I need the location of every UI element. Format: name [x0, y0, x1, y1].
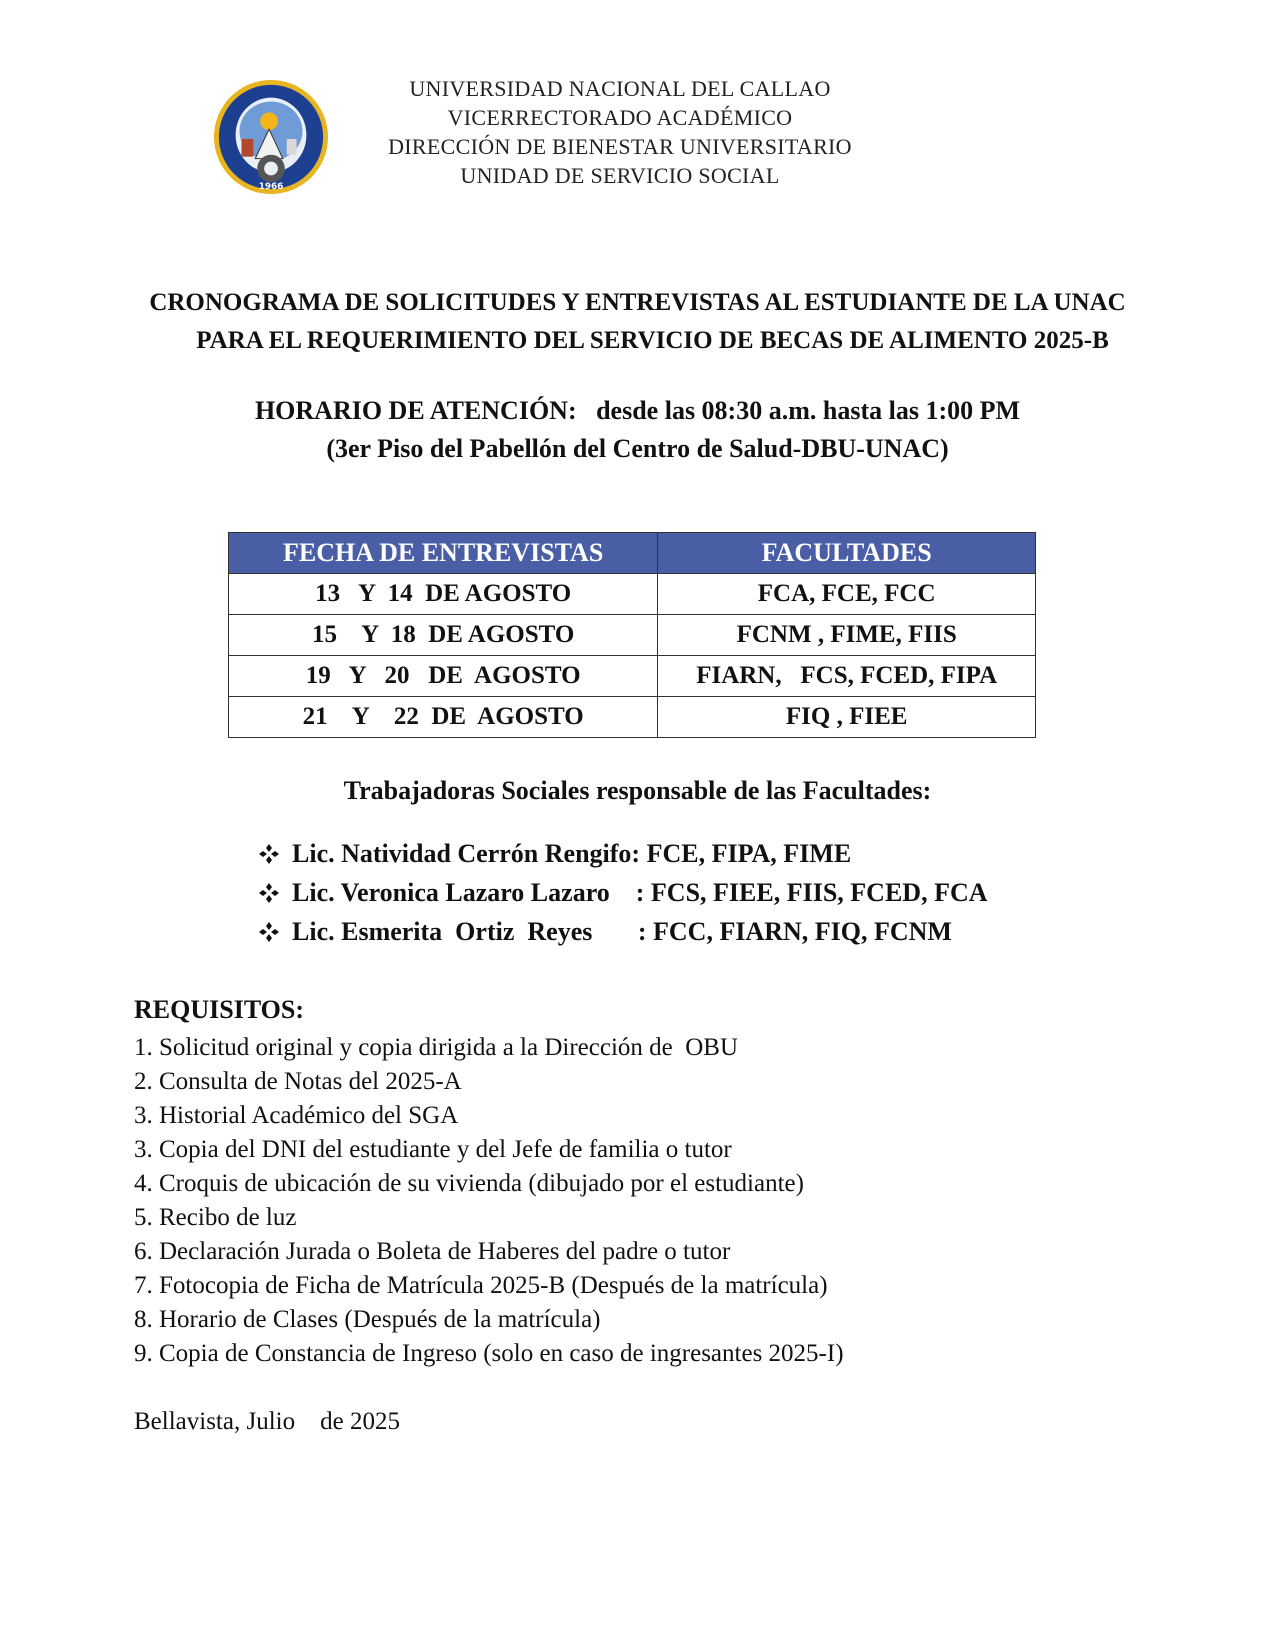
title-line-1: CRONOGRAMA DE SOLICITUDES Y ENTREVISTAS AL ESTUDIANTE DE LA UNAC [149, 289, 1126, 316]
requirements-heading: REQUISITOS: [134, 995, 305, 1024]
requirement-item: 3. Copia del DNI del estudiante y del Jefe de familia o tutor [134, 1136, 732, 1163]
social-worker-entry: Lic. Veronica Lazaro Lazaro : FCS, FIEE, FIIS, FCED, FCA [292, 878, 988, 907]
requirement-item: 4. Croquis de ubicación de su vivienda (dibujado por el estudiante) [134, 1170, 804, 1197]
header-line-vicerrectorado: VICERRECTORADO ACADÉMICO [447, 105, 793, 130]
requirement-item: 6. Declaración Jurada o Boleta de Haberes del padre o tutor [134, 1238, 731, 1265]
header-line-direccion: DIRECCIÓN DE BIENESTAR UNIVERSITARIO [388, 134, 852, 159]
table-row [229, 615, 1036, 656]
table-row [229, 697, 1036, 738]
interview-schedule-table [228, 532, 1036, 738]
diamond-bullet-icon [258, 843, 280, 865]
requirement-item: 7. Fotocopia de Ficha de Matrícula 2025-B (Después de la matrícula) [134, 1272, 828, 1299]
social-workers-heading: Trabajadoras Sociales responsable de las Facultades: [343, 776, 932, 805]
social-worker-entry: Lic. Natividad Cerrón Rengifo: FCE, FIPA, FIME [292, 839, 852, 868]
column-header-dates: FECHA DE ENTREVISTAS [229, 533, 658, 574]
date-cell: 15 Y 18 DE AGOSTO [229, 615, 658, 656]
faculties-cell: FCNM , FIME, FIIS [658, 615, 1036, 656]
requirements-section [134, 995, 1134, 1371]
list-item [258, 834, 988, 873]
header-line-unidad: UNIDAD DE SERVICIO SOCIAL [460, 163, 780, 188]
institution-header [360, 74, 880, 190]
date-cell: 19 Y 20 DE AGOSTO [229, 656, 658, 697]
date-cell: 13 Y 14 DE AGOSTO [229, 574, 658, 615]
place-date-signoff: Bellavista, Julio de 2025 [134, 1408, 400, 1435]
faculties-cell: FCA, FCE, FCC [658, 574, 1036, 615]
faculties-cell: FIARN, FCS, FCED, FIPA [658, 656, 1036, 697]
document-title [100, 284, 1175, 360]
diamond-bullet-icon [258, 882, 280, 904]
requirement-item: 3. Historial Académico del SGA [134, 1102, 459, 1129]
requirement-item: 5. Recibo de luz [134, 1204, 297, 1231]
date-cell: 21 Y 22 DE AGOSTO [229, 697, 658, 738]
social-workers-list [258, 834, 988, 951]
list-item [258, 912, 988, 951]
social-worker-entry: Lic. Esmerita Ortiz Reyes : FCC, FIARN, FIQ, FCNM [292, 917, 952, 946]
column-header-faculties: FACULTADES [658, 533, 1036, 574]
title-line-2: PARA EL REQUERIMIENTO DEL SERVICIO DE BECAS DE ALIMENTO 2025-B [196, 327, 1109, 354]
table-row [229, 656, 1036, 697]
requirement-item: 2. Consulta de Notas del 2025-A [134, 1068, 462, 1095]
requirement-item: 8. Horario de Clases (Después de la matrícula) [134, 1306, 601, 1333]
table-header-row [229, 533, 1036, 574]
faculties-cell: FIQ , FIEE [658, 697, 1036, 738]
list-item [258, 873, 988, 912]
svg-text:1966: 1966 [258, 182, 284, 193]
header-line-university: UNIVERSIDAD NACIONAL DEL CALLAO [409, 76, 831, 101]
table-row [229, 574, 1036, 615]
office-hours [150, 392, 1125, 468]
requirement-item: 1. Solicitud original y copia dirigida a la Dirección de OBU [134, 1034, 739, 1061]
location-line: (3er Piso del Pabellón del Centro de Salud-DBU-UNAC) [326, 434, 949, 463]
letterhead [200, 72, 880, 197]
hours-line: HORARIO DE ATENCIÓN: desde las 08:30 a.m. hasta las 1:00 PM [254, 396, 1021, 425]
university-seal-icon [212, 78, 330, 196]
requirement-item: 9. Copia de Constancia de Ingreso (solo en caso de ingresantes 2025-I) [134, 1340, 844, 1367]
diamond-bullet-icon [258, 921, 280, 943]
